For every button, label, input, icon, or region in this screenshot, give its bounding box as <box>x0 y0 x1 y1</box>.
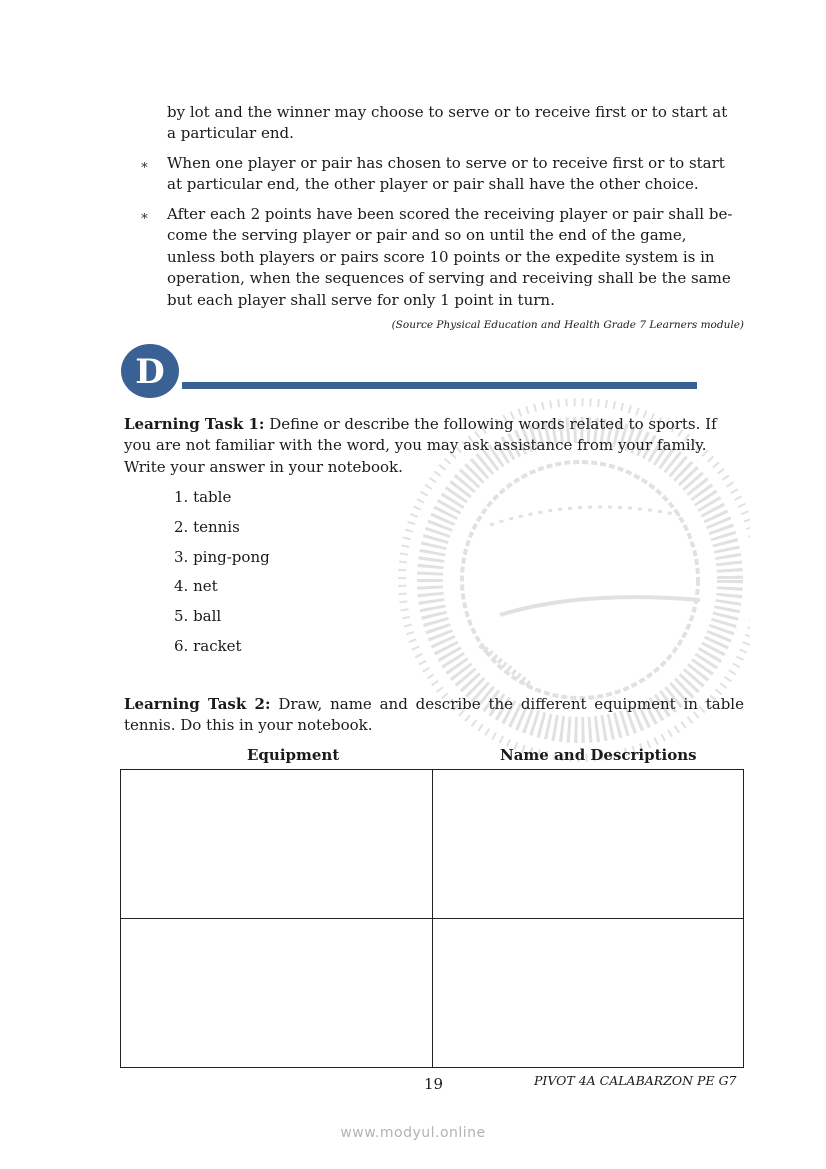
task-1-instructions: Define or describe the following words related to sports. If you are not familiar with the word, you may ask assistance from your family. Write your answer in your notebook. <box>124 415 717 476</box>
rule-bullet: When one player or pair has chosen to serve or to receive first or to start at particular end, the other player or pair shall have the other choice. <box>167 154 725 194</box>
page-number: 19 <box>424 1075 444 1093</box>
rule-continuation: by lot and the winner may choose to serve or to receive first or to start at a particular end. <box>167 103 728 143</box>
task-2-instructions: Draw, name and describe the different equipment in table <box>278 695 744 713</box>
section-d-badge <box>120 343 180 399</box>
task-2-line-1 <box>124 694 744 715</box>
vocabulary-list <box>174 486 270 665</box>
task-2-title: Learning Task 2: <box>124 695 271 713</box>
section-divider <box>182 382 697 389</box>
module-identifier: PIVOT 4A CALABARZON PE G7 <box>534 1073 737 1088</box>
list-item: 4. net <box>174 577 218 596</box>
section-letter: D <box>135 352 165 392</box>
rule-bullet: After each 2 points have been scored the receiving player or pair shall be-come the serving player or pair and so on until the end of the game, unless both players or pairs score 10 points or the expedite system is in operation, when the sequences of serving and receiving shall be the same but each player shall serve for only 1 point in turn. <box>167 205 733 309</box>
website-watermark: www.modyul.online <box>340 1125 486 1141</box>
source-citation: (Source Physical Education and Health Grade 7 Learners module) <box>391 319 744 331</box>
list-item: 5. ball <box>174 607 222 626</box>
learning-task-1 <box>124 414 744 478</box>
bullet-marker: ∗ <box>140 209 149 224</box>
column-header-descriptions: Name and Descriptions <box>500 746 697 764</box>
task-2-instructions-cont: tennis. Do this in your notebook. <box>124 716 373 735</box>
list-item: 6. racket <box>174 636 242 655</box>
list-item: 3. ping-pong <box>174 547 270 566</box>
list-item: 2. tennis <box>174 517 240 536</box>
bullet-marker: ∗ <box>140 158 149 173</box>
equipment-table <box>120 769 744 1068</box>
column-header-equipment: Equipment <box>247 746 340 764</box>
table-row-divider <box>121 918 743 919</box>
task-1-title: Learning Task 1: <box>124 415 265 433</box>
list-item: 1. table <box>174 488 232 506</box>
learning-task-2 <box>124 694 744 737</box>
